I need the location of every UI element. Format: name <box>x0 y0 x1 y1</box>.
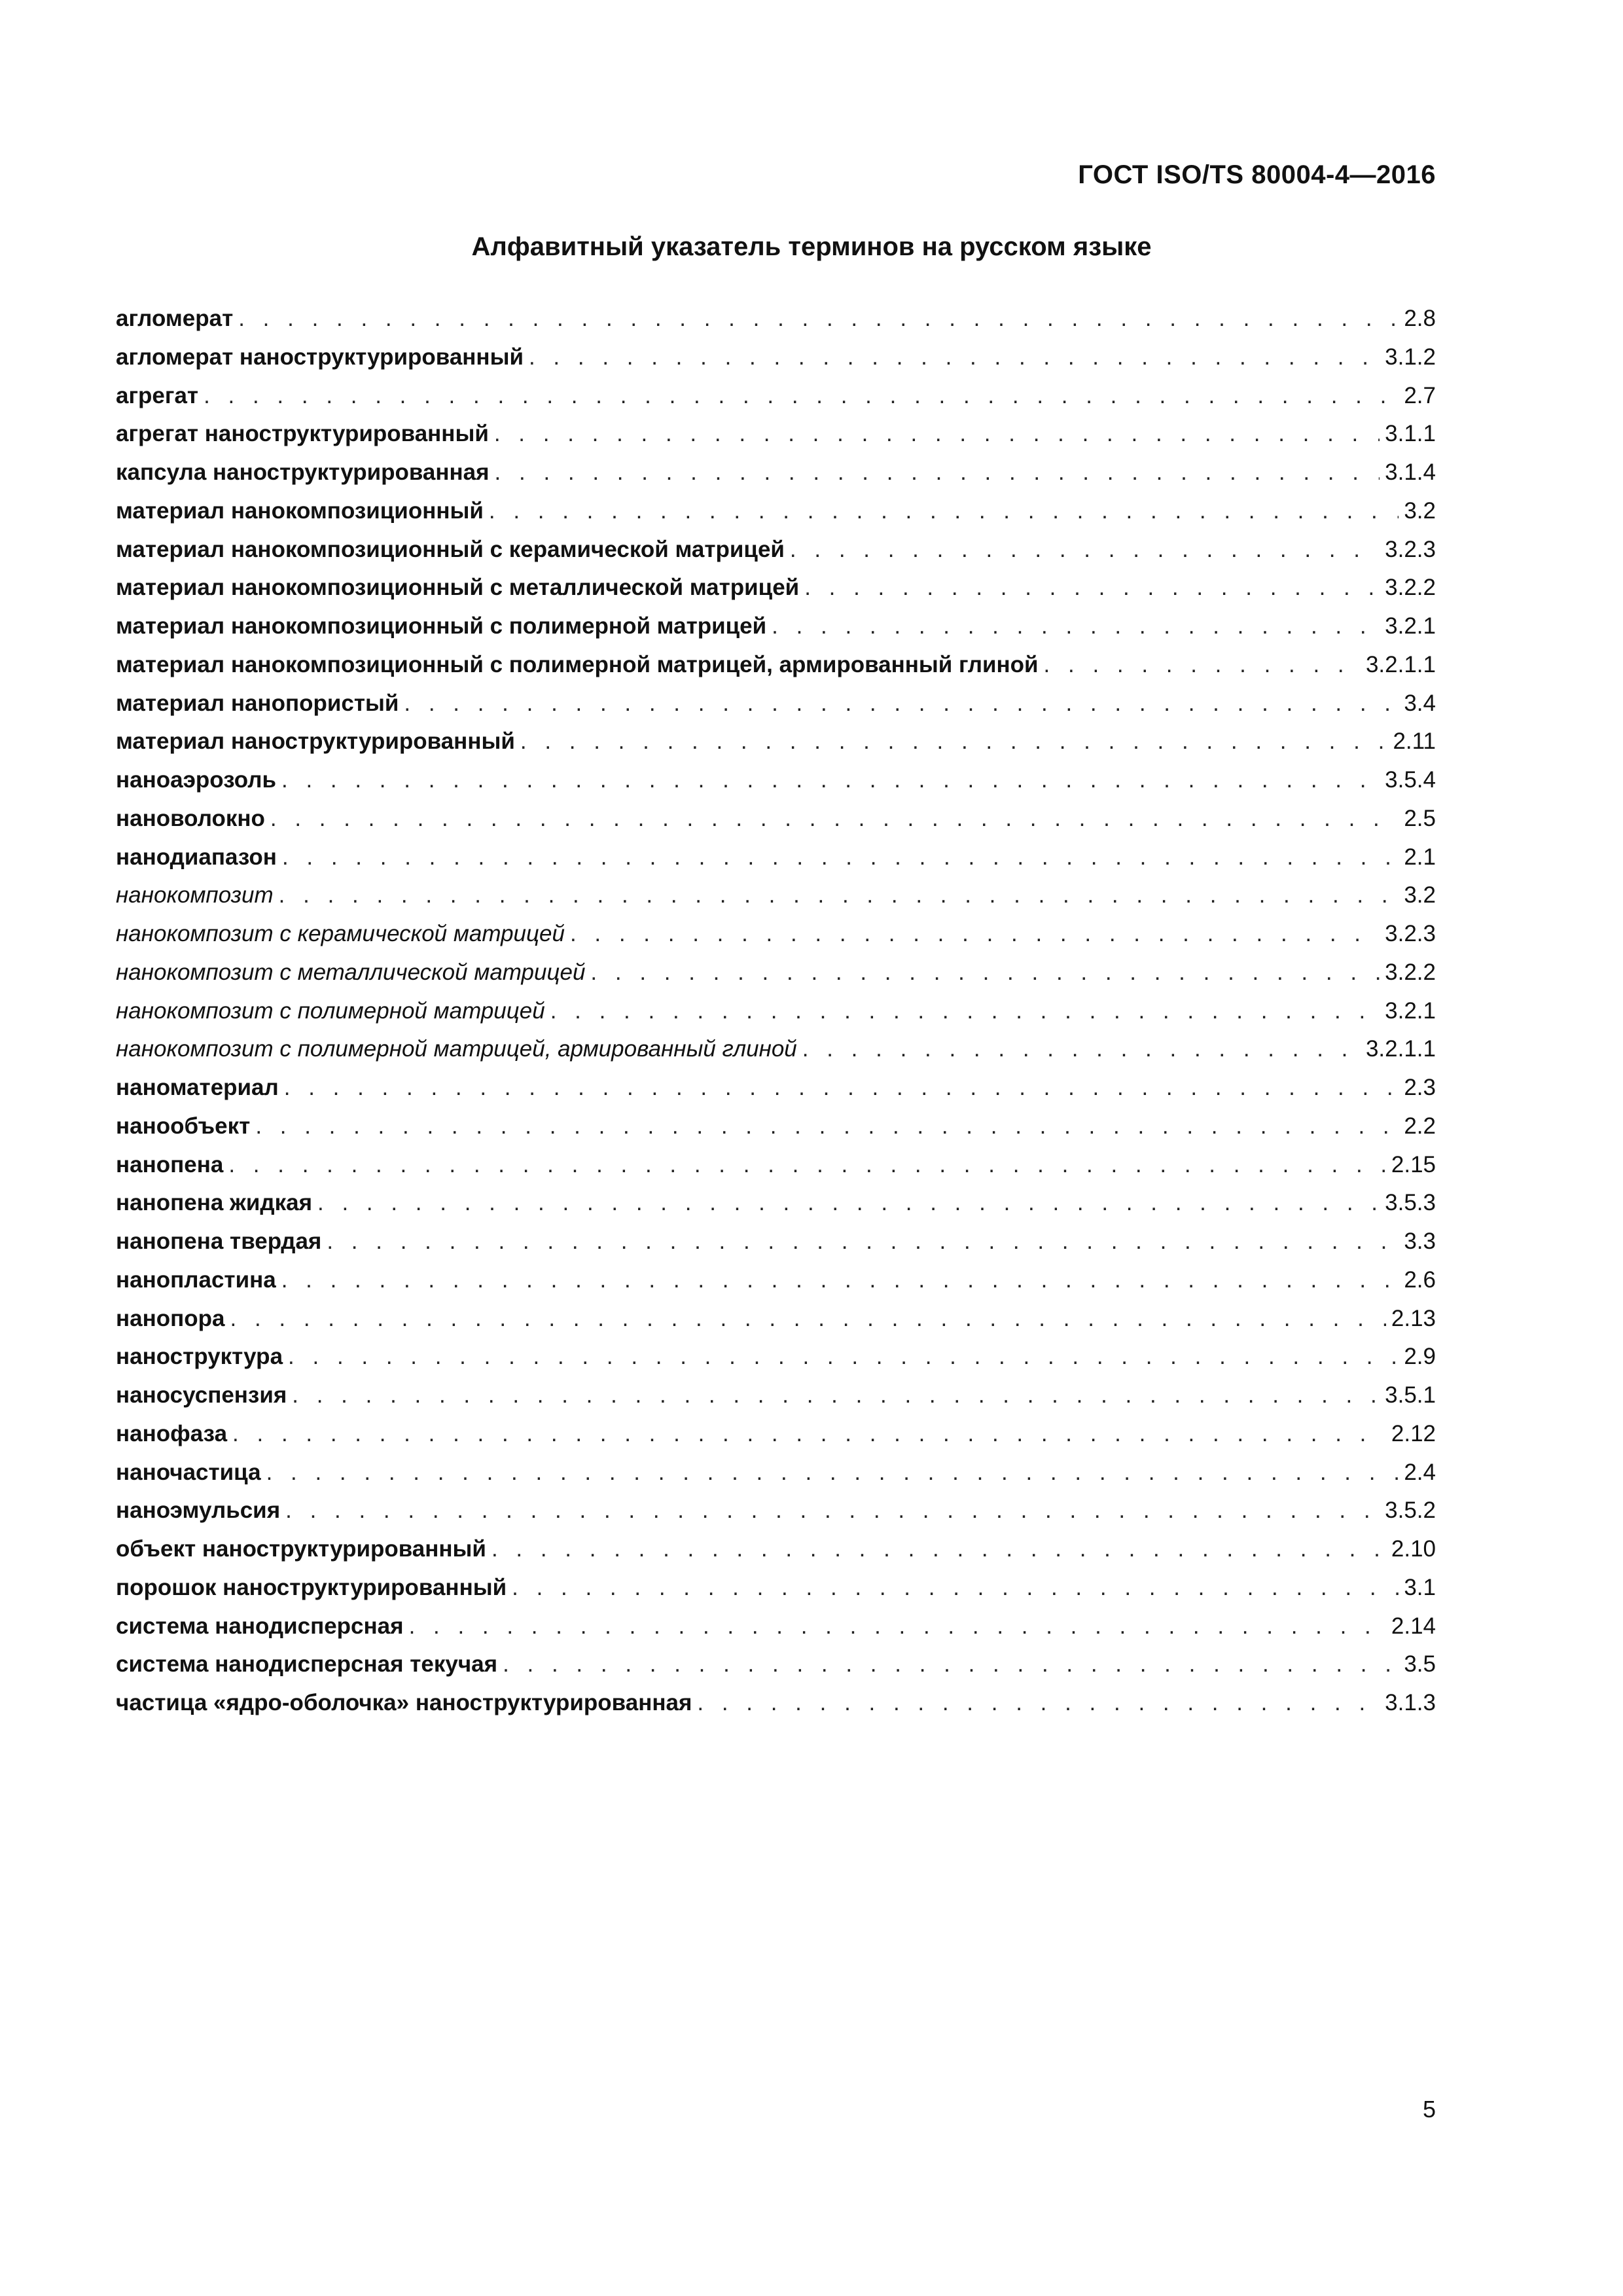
index-entry <box>116 1492 1436 1530</box>
index-entry <box>116 1030 1436 1069</box>
index-entry-term: частица «ядро-оболочка» наноструктурированная <box>116 1690 692 1715</box>
index-entry-term: нанокомпозит с металлической матрицей <box>116 959 586 985</box>
dot-leader <box>570 915 1380 954</box>
index-entry <box>116 1415 1436 1454</box>
index-entry <box>116 1184 1436 1223</box>
dot-leader <box>590 954 1380 992</box>
dot-leader <box>802 1030 1361 1069</box>
dot-leader <box>204 377 1399 416</box>
index-entry <box>116 685 1436 723</box>
index-entry <box>116 992 1436 1031</box>
dot-leader <box>266 1454 1399 1492</box>
index-entry-term: материал нанокомпозиционный с металлической матрицей <box>116 575 800 601</box>
index-entry <box>116 1146 1436 1185</box>
index-entry <box>116 607 1436 646</box>
index-entry-term: агломерат <box>116 306 234 331</box>
dot-leader <box>503 1645 1399 1684</box>
index-entry-term: нанопора <box>116 1305 225 1331</box>
index-entry-reference: 3.5.4 <box>1385 767 1436 793</box>
dot-leader <box>285 1492 1380 1530</box>
index-entry-reference: 2.4 <box>1404 1459 1436 1485</box>
index-entry-term: материал нанокомпозиционный с керамической матрицей <box>116 536 785 562</box>
index-entry-reference: 2.5 <box>1404 805 1436 831</box>
index-entry-reference: 2.6 <box>1404 1266 1436 1293</box>
dot-leader <box>282 838 1399 877</box>
index-entry <box>116 454 1436 492</box>
index-entry-term: материал нанопористый <box>116 690 399 716</box>
index-entry-reference: 3.2.1 <box>1385 613 1436 639</box>
index-entry <box>116 1107 1436 1146</box>
index-entry <box>116 338 1436 377</box>
index-entry-term: нанообъект <box>116 1113 251 1139</box>
index-entry <box>116 1338 1436 1376</box>
index-entry-term: наноаэрозоль <box>116 767 276 793</box>
index-entry-reference: 2.10 <box>1391 1536 1436 1562</box>
index-entry <box>116 1069 1436 1107</box>
dot-leader <box>279 876 1399 915</box>
index-entry-term: нанокомпозит <box>116 882 274 908</box>
index-entry-reference: 3.5.2 <box>1385 1498 1436 1524</box>
index-entry-reference: 3.1.2 <box>1385 344 1436 370</box>
dot-leader <box>489 492 1399 531</box>
index-entry <box>116 646 1436 685</box>
index-entry-reference: 3.2.3 <box>1385 536 1436 562</box>
dot-leader <box>804 569 1380 607</box>
index-entry-reference: 2.8 <box>1404 306 1436 331</box>
index-entry-term: нанопена <box>116 1151 224 1177</box>
index-entry <box>116 300 1436 338</box>
index-entry-reference: 3.1.3 <box>1385 1690 1436 1715</box>
dot-leader <box>772 607 1380 646</box>
index-entry-reference: 3.2.1 <box>1385 997 1436 1024</box>
index-entry-term: наноэмульсия <box>116 1498 281 1524</box>
index-entry <box>116 761 1436 800</box>
index-entry-term: материал нанокомпозиционный с полимерной матрицей, армированный глиной <box>116 651 1039 677</box>
index-entry-reference: 2.14 <box>1391 1613 1436 1639</box>
index-entry-reference: 3.2 <box>1404 882 1436 908</box>
index-entry-reference: 2.1 <box>1404 844 1436 870</box>
dot-leader <box>288 1338 1399 1376</box>
index-entry-term: материал наноструктурированный <box>116 728 515 755</box>
index-entry <box>116 1300 1436 1338</box>
index-entry-reference: 3.3 <box>1404 1229 1436 1254</box>
dot-leader <box>520 723 1388 761</box>
index-entry-term: агломерат наноструктурированный <box>116 344 524 370</box>
dot-leader <box>550 992 1380 1031</box>
index-entry-term: нановолокно <box>116 805 265 831</box>
index-entry-term: материал нанокомпозиционный с полимерной матрицей <box>116 613 767 639</box>
index-entry-term: объект наноструктурированный <box>116 1536 486 1562</box>
index-entry-reference: 3.2.1.1 <box>1365 651 1436 677</box>
page-number: 5 <box>1422 2096 1436 2123</box>
index-entry-term: наноматериал <box>116 1075 279 1100</box>
index-entry-list <box>116 300 1436 1723</box>
index-title: Алфавитный указатель терминов на русском языке <box>471 232 1152 261</box>
index-entry-reference: 2.2 <box>1404 1113 1436 1139</box>
index-entry-reference: 3.1.4 <box>1385 459 1436 485</box>
index-entry-term: нанопена твердая <box>116 1229 322 1254</box>
index-entry <box>116 1261 1436 1300</box>
index-entry-term: система нанодисперсная текучая <box>116 1651 498 1677</box>
dot-leader <box>270 800 1399 838</box>
index-entry-term: нанокомпозит с полимерной матрицей, армированный глиной <box>116 1036 797 1062</box>
index-entry <box>116 1376 1436 1415</box>
dot-leader <box>1044 646 1361 685</box>
index-entry-term: нанофаза <box>116 1420 228 1446</box>
index-entry-reference: 2.15 <box>1391 1151 1436 1177</box>
index-entry-term: нанопластина <box>116 1266 276 1293</box>
index-entry <box>116 569 1436 607</box>
index-entry <box>116 723 1436 761</box>
index-entry-reference: 3.2.1.1 <box>1365 1036 1436 1062</box>
index-entry-reference: 3.5.3 <box>1385 1190 1436 1216</box>
index-entry <box>116 1569 1436 1607</box>
index-entry-reference: 3.5 <box>1404 1651 1436 1677</box>
index-entry-reference: 3.2 <box>1404 497 1436 524</box>
index-entry-reference: 3.1.1 <box>1385 421 1436 447</box>
dot-leader <box>238 300 1399 338</box>
index-entry <box>116 415 1436 454</box>
index-entry-reference: 3.5.1 <box>1385 1382 1436 1408</box>
dot-leader <box>512 1569 1399 1607</box>
dot-leader <box>281 761 1380 800</box>
index-entry-term: наночастица <box>116 1459 261 1485</box>
index-entry <box>116 876 1436 915</box>
index-entry-term: нанокомпозит с керамической матрицей <box>116 921 565 946</box>
dot-leader <box>697 1684 1380 1723</box>
dot-leader <box>409 1607 1386 1646</box>
dot-leader <box>230 1300 1386 1338</box>
index-entry-reference: 2.7 <box>1404 382 1436 408</box>
index-entry-term: наноструктура <box>116 1344 283 1370</box>
index-entry <box>116 377 1436 416</box>
index-entry-reference: 3.2.2 <box>1385 959 1436 985</box>
index-entry-term: агрегат наноструктурированный <box>116 421 489 447</box>
index-entry <box>116 1607 1436 1646</box>
index-entry-term: капсула наноструктурированная <box>116 459 490 485</box>
dot-leader <box>495 454 1380 492</box>
dot-leader <box>317 1184 1380 1223</box>
index-entry-term: нанодиапазон <box>116 844 277 870</box>
index-entry-reference: 3.1 <box>1404 1574 1436 1600</box>
index-entry-reference: 2.9 <box>1404 1344 1436 1370</box>
index-entry <box>116 1223 1436 1261</box>
index-entry-term: нанокомпозит с полимерной матрицей <box>116 997 545 1024</box>
dot-leader <box>404 685 1399 723</box>
dot-leader <box>255 1107 1399 1146</box>
index-entry-term: система нанодисперсная <box>116 1613 404 1639</box>
dot-leader <box>491 1530 1386 1569</box>
dot-leader <box>292 1376 1380 1415</box>
index-entry <box>116 1454 1436 1492</box>
document-code-header: ГОСТ ISO/TS 80004-4—2016 <box>1078 160 1436 189</box>
index-entry <box>116 1684 1436 1723</box>
dot-leader <box>529 338 1380 377</box>
dot-leader <box>284 1069 1399 1107</box>
index-entry <box>116 1645 1436 1684</box>
index-entry-reference: 3.2.2 <box>1385 575 1436 601</box>
dot-leader <box>232 1415 1386 1454</box>
index-entry-reference: 2.12 <box>1391 1420 1436 1446</box>
index-entry <box>116 954 1436 992</box>
index-entry <box>116 838 1436 877</box>
index-entry <box>116 492 1436 531</box>
index-entry <box>116 1530 1436 1569</box>
index-entry-reference: 3.4 <box>1404 690 1436 716</box>
index-entry-term: агрегат <box>116 382 199 408</box>
index-entry-term: наносуспензия <box>116 1382 287 1408</box>
dot-leader <box>327 1223 1399 1261</box>
index-entry-term: материал нанокомпозиционный <box>116 497 484 524</box>
index-entry <box>116 800 1436 838</box>
dot-leader <box>281 1261 1399 1300</box>
dot-leader <box>228 1146 1386 1185</box>
index-entry <box>116 915 1436 954</box>
dot-leader <box>790 531 1380 569</box>
dot-leader <box>494 415 1380 454</box>
index-entry-reference: 3.2.3 <box>1385 921 1436 946</box>
index-entry-reference: 2.13 <box>1391 1305 1436 1331</box>
index-entry-term: порошок наноструктурированный <box>116 1574 507 1600</box>
index-entry-reference: 2.3 <box>1404 1075 1436 1100</box>
index-entry-term: нанопена жидкая <box>116 1190 313 1216</box>
index-entry <box>116 531 1436 569</box>
index-entry-reference: 2.11 <box>1393 728 1436 755</box>
